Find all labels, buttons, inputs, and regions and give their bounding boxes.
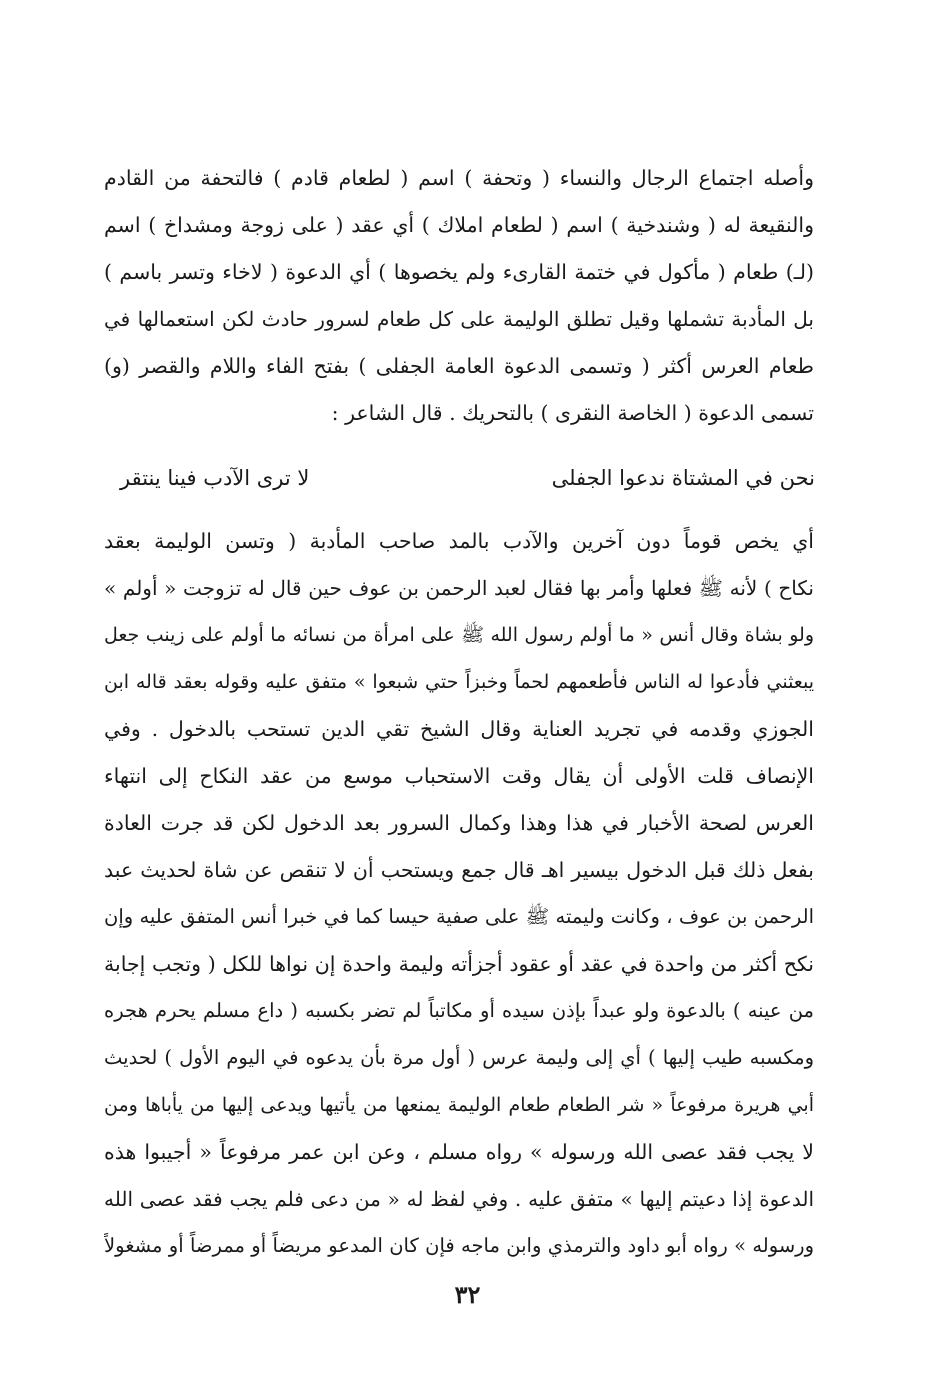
text-line: أبي هريرة مرفوعاً « شر الطعام طعام الوليمة يمنعها من يأتيها ويدعى إليها من يأباها ومن xyxy=(104,1094,814,1116)
text-line: بل المأدبة تشملها وقيل تطلق الوليمة على كل طعام لسرور حادث لكن استعمالها في xyxy=(104,307,814,331)
text-line: ومكسبه طيب إليها ) أي إلى وليمة عرس ( أول مرة بأن يدعوه في اليوم الأول ) لحديث xyxy=(104,1046,814,1069)
verse-first-hemistich: نحن في المشتاة ندعوا الجفلى xyxy=(551,466,815,490)
text-line: طعام العرس أكثر ( وتسمى الدعوة العامة الجفلى ) بفتح الفاء واللام والقصر (و) xyxy=(104,354,814,378)
text-line: (لـ) طعام ( مأكول في ختمة القارىء ولم يخصوها ) أي الدعوة ( لاخاء وتسر باسم ) xyxy=(104,260,814,284)
text-line: الإنصاف قلت الأولى أن يقال وقت الاستحباب موسع من عقد النكاح إلى انتهاء xyxy=(104,764,814,788)
text-line: يبعثني فأدعوا له الناس فأطعمهم لحماً وخبزاً حتي شبعوا » متفق عليه وقوله بعقد قاله ابن xyxy=(104,671,814,693)
paragraph-1 xyxy=(104,153,814,453)
page-number: ٣٢ xyxy=(454,1280,481,1309)
text-line: وأصله اجتماع الرجال والنساء ( وتحفة ) اسم ( لطعام قادم ) فالتحفة من القادم xyxy=(104,166,814,190)
text-line: نكح أكثر من واحدة في عقد أو عقود أجزأته وليمة واحدة إن نواها للكل ( وتجب إجابة xyxy=(104,952,814,976)
text-line: ورسوله » رواه أبو داود والترمذي وابن ماجه فإن كان المدعو مريضاً أو ممرضاً أو مشغولاً xyxy=(104,1234,814,1257)
text-line: أي يخص قوماً دون آخرين والآدب بالمد صاحب المأدبة ( وتسن الوليمة بعقد xyxy=(104,529,814,553)
text-line: لا يجب فقد عصى الله ورسوله » رواه مسلم ، وعن ابن عمر مرفوعاً « أجيبوا هذه xyxy=(104,1140,814,1164)
verse-second-hemistich: لا ترى الآدب فينا ينتقر xyxy=(120,466,310,490)
text-line: بفعل ذلك قبل الدخول بيسير اهـ قال جمع ويستحب أن لا تنقص عن شاة لحديث عبد xyxy=(104,858,814,882)
text-line: الدعوة إذا دعيتم إليها » متفق عليه . وفي لفظ له « من دعى فلم يجب فقد عصى الله xyxy=(104,1187,814,1211)
text-line: والنقيعة له ( وشندخية ) اسم ( لطعام املاك ) أي عقد ( على زوجة ومشداخ ) اسم xyxy=(104,213,814,237)
text-line: من عينه ) بالدعوة ولو عبداً بإذن سيده أو مكاتباً لم تضر بكسبه ( داع مسلم يحرم هجره xyxy=(104,999,814,1022)
paragraph-2 xyxy=(104,516,814,1276)
text-line: الرحمن بن عوف ، وكانت وليمته ﷺ على صفية حيسا كما في خبرا أنس المتفق عليه وإن xyxy=(104,905,814,928)
text-line: ولو بشاة وقال أنس « ما أولم رسول الله ﷺ على امرأة من نسائه ما أولم على زينب جعل xyxy=(104,624,814,646)
poetry-verse xyxy=(120,453,815,503)
text-line: العرس لصحة الأخبار في هذا وهذا وكمال السرور بعد الدخول لكن قد جرت العادة xyxy=(104,811,814,835)
text-line: نكاح ) لأنه ﷺ فعلها وأمر بها فقال لعبد الرحمن بن عوف حين قال له تزوجت « أولم » xyxy=(104,576,814,600)
text-line: تسمى الدعوة ( الخاصة النقرى ) بالتحريك . قال الشاعر : xyxy=(331,401,814,425)
text-line: الجوزي وقدمه في تجريد العناية وقال الشيخ تقي الدين تستحب بالدخول . وفي xyxy=(104,717,814,741)
